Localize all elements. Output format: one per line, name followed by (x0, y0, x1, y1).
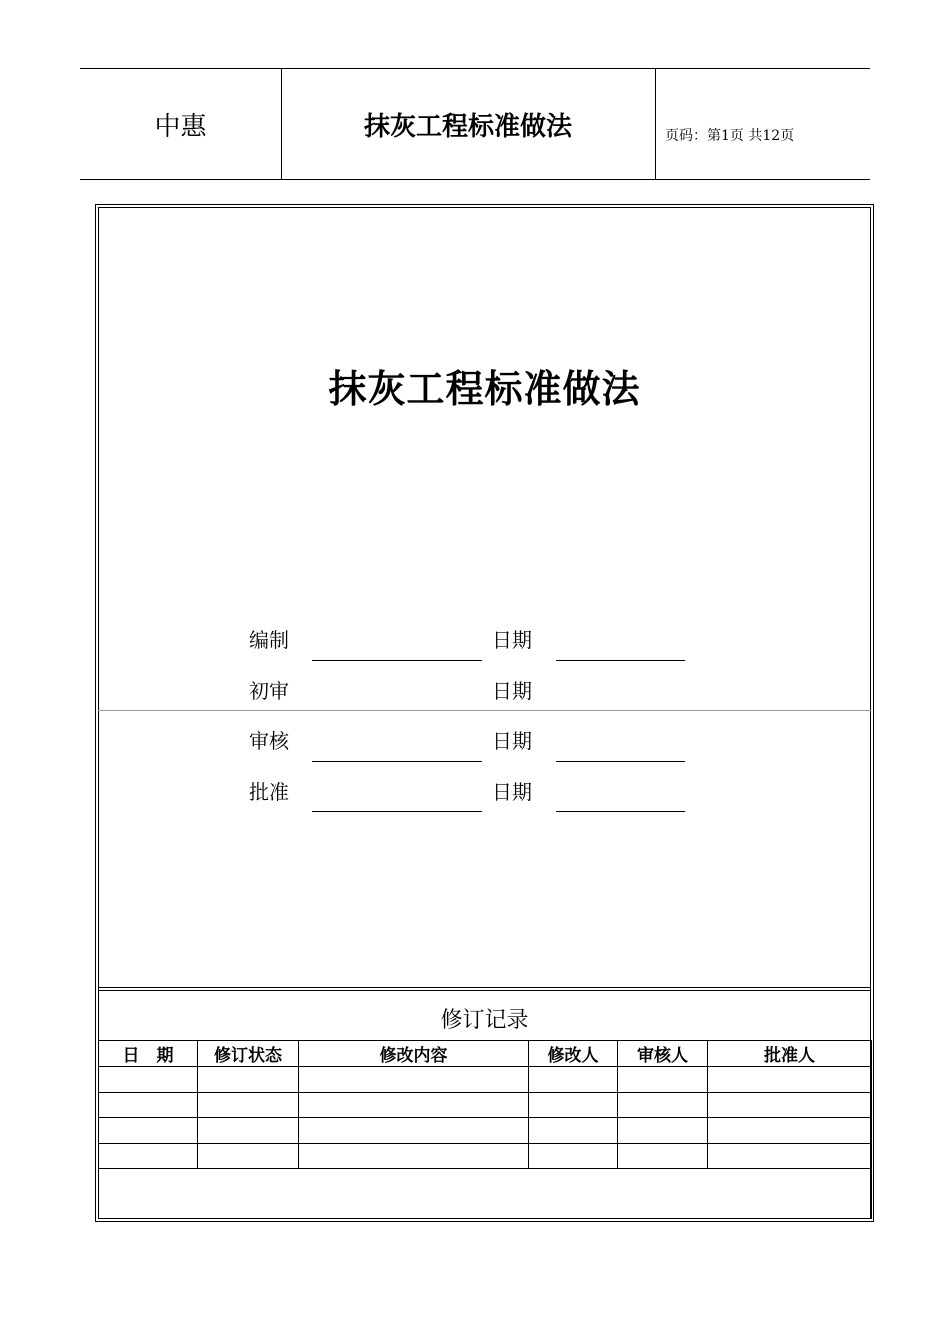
signoff-line[interactable] (312, 660, 482, 661)
page-number (665, 125, 794, 145)
column-header-modifier: 修改人 (529, 1041, 618, 1067)
table-cell[interactable] (198, 1143, 299, 1169)
table-cell[interactable] (618, 1118, 708, 1144)
page-suffix: 页 (780, 128, 795, 144)
company-name: 中惠 (154, 111, 207, 142)
table-cell[interactable] (198, 1092, 299, 1118)
page-current: 1 (721, 128, 730, 144)
section-divider (98, 710, 871, 711)
page-header (80, 68, 870, 180)
table-cell[interactable] (618, 1143, 708, 1169)
table-row (99, 1143, 872, 1169)
table-row (99, 1092, 872, 1118)
signoff-label: 批准 (249, 780, 289, 804)
table-row (99, 1118, 872, 1144)
table-cell[interactable] (529, 1143, 618, 1169)
table-cell[interactable] (529, 1092, 618, 1118)
table-cell[interactable] (618, 1067, 708, 1093)
page-mid: 页 共 (729, 128, 763, 144)
column-header-approver: 批准人 (708, 1041, 872, 1067)
revision-border (98, 990, 871, 991)
table-notes-cell[interactable] (99, 1169, 872, 1220)
table-cell[interactable] (99, 1143, 198, 1169)
column-header-date: 日 期 (99, 1041, 198, 1067)
column-header-reviewer: 审核人 (618, 1041, 708, 1067)
column-header-content: 修改内容 (299, 1041, 529, 1067)
signoff-label: 初审 (249, 679, 289, 703)
table-cell[interactable] (529, 1067, 618, 1093)
table-cell[interactable] (708, 1143, 872, 1169)
table-cell[interactable] (299, 1067, 529, 1093)
table-cell[interactable] (708, 1118, 872, 1144)
column-header-status: 修订状态 (198, 1041, 299, 1067)
page-prefix: 页码：第 (665, 128, 721, 144)
signoff-label: 编制 (249, 628, 289, 652)
revision-title: 修订记录 (440, 1008, 529, 1033)
signoff-label: 审核 (249, 729, 289, 753)
date-label: 日期 (492, 628, 532, 652)
table-cell[interactable] (618, 1092, 708, 1118)
table-cell[interactable] (99, 1067, 198, 1093)
date-line[interactable] (556, 761, 685, 762)
header-title: 抹灰工程标准做法 (363, 111, 572, 142)
table-cell[interactable] (198, 1118, 299, 1144)
date-label: 日期 (492, 729, 532, 753)
table-cell[interactable] (99, 1092, 198, 1118)
date-label: 日期 (492, 679, 532, 703)
date-label: 日期 (492, 780, 532, 804)
table-cell[interactable] (708, 1092, 872, 1118)
table-cell[interactable] (299, 1118, 529, 1144)
table-cell[interactable] (299, 1143, 529, 1169)
signoff-line[interactable] (312, 811, 482, 812)
table-cell[interactable] (99, 1118, 198, 1144)
signoff-line[interactable] (312, 761, 482, 762)
revision-border (98, 987, 871, 988)
revision-table (98, 1040, 872, 1219)
header-divider (655, 69, 656, 179)
table-cell[interactable] (529, 1118, 618, 1144)
table-cell[interactable] (708, 1067, 872, 1093)
table-cell[interactable] (198, 1067, 299, 1093)
date-line[interactable] (556, 811, 685, 812)
table-notes-row (99, 1169, 872, 1220)
table-cell[interactable] (299, 1092, 529, 1118)
document-title: 抹灰工程标准做法 (328, 367, 641, 411)
table-header-row (99, 1041, 872, 1067)
date-line[interactable] (556, 660, 685, 661)
page-total: 12 (762, 128, 781, 144)
table-row (99, 1067, 872, 1093)
